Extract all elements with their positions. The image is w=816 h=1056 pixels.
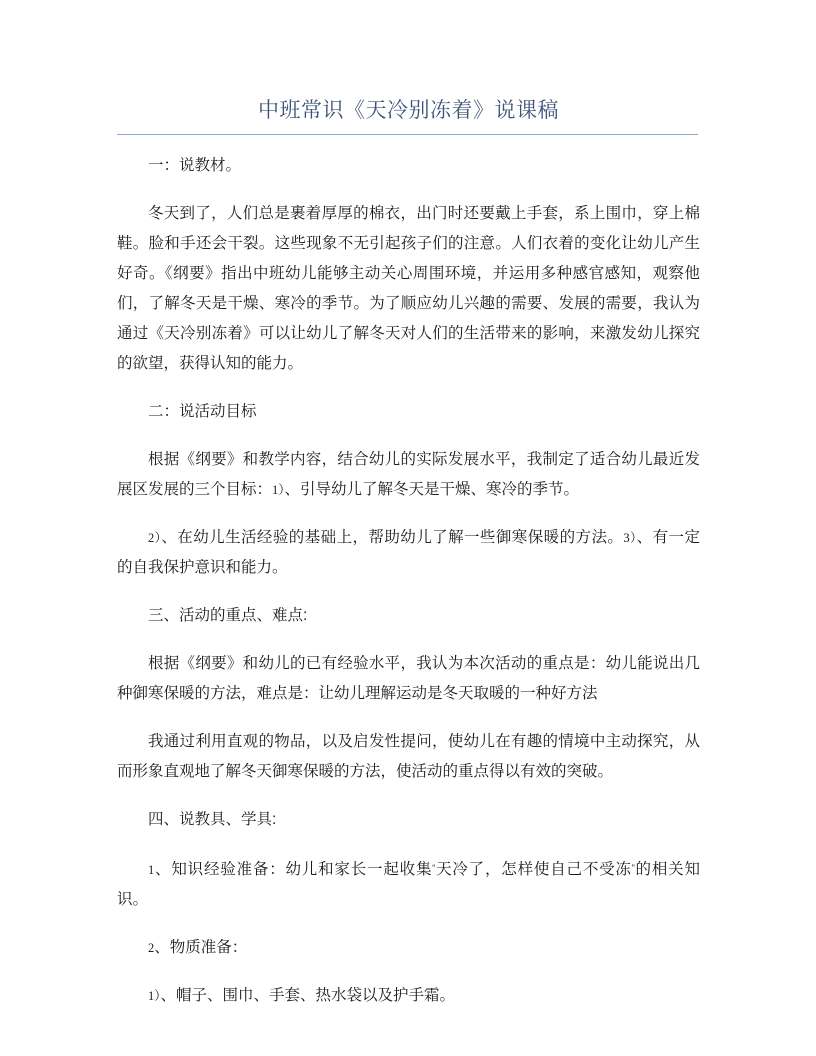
material-text-1-after: 的相关知识。 (117, 861, 700, 909)
document-content (117, 0, 700, 1011)
material-text-1-before: 、知识经验准备：幼儿和家长一起收集 (154, 861, 433, 879)
section-two-body-a (117, 445, 700, 505)
section-three-body-a: 根据《纲要》和幼儿的已有经验水平，我认为本次活动的重点是：幼儿能说出几种御寒保暖的方法，难点是：让幼儿理解运动是冬天取暖的一种好方法 (117, 655, 700, 702)
material-text-2: 、物质准备： (154, 939, 248, 957)
page-title: 中班常识《天冷别冻着》说课稿 (258, 98, 559, 122)
objective-text-1: 、引导幼儿了解冬天是干燥、寒冷的季节。 (284, 481, 580, 498)
material-quoted-topic: 天冷了，怎样使自己不受冻 (435, 861, 632, 879)
section-two-heading: 二：说活动目标 (148, 403, 257, 420)
objective-number-1: 1） (272, 483, 285, 497)
section-two-body-b (117, 523, 700, 583)
material-number-2: 2 (148, 941, 155, 956)
section-one-body: 冬天到了，人们总是裹着厚厚的棉衣，出门时还要戴上手套，系上围巾，穿上棉鞋。脸和手还会干裂。这些现象不无引起孩子们的注意。人们衣着的变化让幼儿产生好奇。《纲要》指出中班幼儿能够主动关心周围环境，并运用多种感官感知，观察他们，了解冬天是干燥、寒冷的季节。为了顺应幼儿兴趣的需要、发展的需要，我认为通过《天冷别冻着》可以让幼儿了解冬天对人们的生活带来的影响，来激发幼儿探究的欲望，获得认知的能力。 (117, 205, 700, 372)
material-text-3: 、帽子、围巾、手套、热水袋以及护手霜。 (160, 987, 456, 1005)
section-three-body-b: 我通过利用直观的物品，以及启发性提问，使幼儿在有趣的情境中主动探究，从而形象直观地了解冬天御寒保暖的方法，使活动的重点得以有效的突破。 (117, 733, 700, 780)
section-four-item-3 (117, 981, 700, 1011)
objective-number-3: 3） (623, 531, 637, 545)
section-three-heading: 三、活动的重点、难点: (148, 607, 308, 624)
section-four-item-2 (117, 933, 700, 963)
objectives-intro: 根据《纲要》和教学内容，结合幼儿的实际发展水平，我制定了适合幼儿最近发展区发展的三个目标： (117, 451, 700, 498)
material-number-3: 1） (148, 989, 161, 1004)
title-divider (117, 134, 698, 135)
objective-text-3: 、有一定的自我保护意识和能力。 (117, 529, 700, 576)
quote-open-mark: “ (432, 863, 436, 873)
quote-close-mark: ” (631, 863, 635, 873)
objective-number-2: 2） (148, 531, 162, 545)
section-four-heading: 四、说教具、学具: (148, 811, 277, 828)
section-one-heading: 一：说教材。 (148, 157, 242, 174)
objective-text-2: 、在幼儿生活经验的基础上，帮助幼儿了解一些御寒保暖的方法。 (161, 529, 624, 546)
material-number-1: 1 (148, 863, 155, 878)
section-four-item-1 (117, 853, 700, 915)
document-body (117, 151, 700, 1011)
